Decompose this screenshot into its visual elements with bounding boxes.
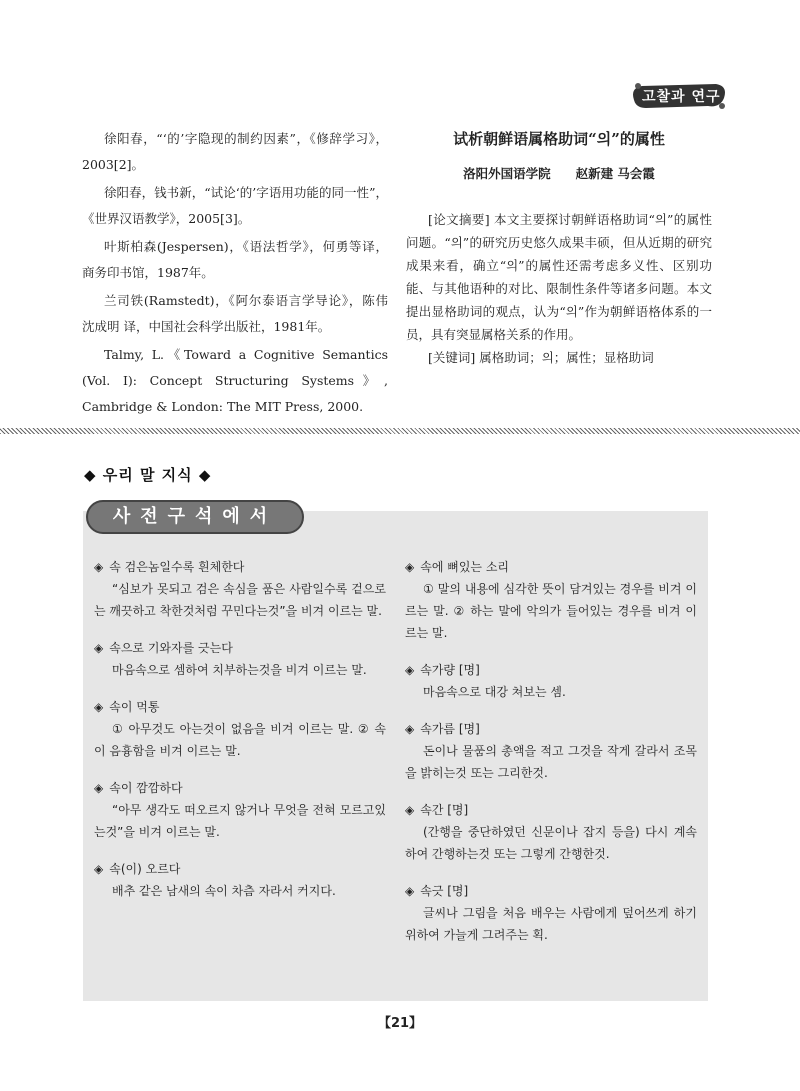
dictionary-entry	[405, 659, 697, 703]
diamond-bullet-icon: ◈	[405, 722, 415, 736]
entry-term: 속간 [명]	[420, 803, 469, 817]
section-divider	[0, 428, 800, 434]
dictionary-entry	[405, 718, 697, 784]
diamond-bullet-icon: ◈	[405, 560, 415, 574]
entry-definition: 글씨나 그림을 처음 배우는 사람에게 덮어쓰게 하기 위하여 가늘게 그려주는 획.	[405, 906, 697, 942]
article-title: 试析朝鲜语属格助词“의”的属性	[453, 130, 665, 148]
article-preview	[406, 126, 712, 369]
entry-term: 속이 깜깜하다	[109, 781, 183, 795]
entry-term: 속긋 [명]	[420, 884, 469, 898]
reference-item: 兰司铁(Ramstedt)，《阿尔泰语言学导论》，陈伟 沈成明 译，中国社会科学出版社，1981年。	[82, 293, 388, 334]
article-authors: 洛阳外国语学院 赵新建 马会霞	[463, 166, 655, 181]
reference-item: Talmy, L.《Toward a Cognitive Semantics (Vol. I): Concept Structuring Systems》, Cambridge & London: The MIT Press, 2000.	[82, 347, 388, 414]
dictionary-entry	[94, 696, 386, 762]
entry-definition: ① 말의 내용에 심각한 뜻이 담겨있는 경우를 비겨 이르는 말. ② 하는 말에 악의가 들어있는 경우를 비겨 이르는 말.	[405, 582, 697, 640]
entries-right-column	[405, 556, 697, 961]
entry-definition: 마음속으로 셈하여 치부하는것을 비겨 이르는 말.	[112, 663, 367, 677]
diamond-bullet-icon: ◈	[405, 663, 415, 677]
dictionary-entry	[405, 799, 697, 865]
diamond-bullet-icon: ◈	[94, 641, 104, 655]
diamond-bullet-icon: ◈	[94, 700, 104, 714]
entry-term: 속 검은놈일수록 흰체한다	[109, 560, 245, 574]
diamond-bullet-icon: ◈	[405, 884, 415, 898]
entries-left-column	[94, 556, 386, 917]
entry-term: 속(이) 오르다	[109, 862, 181, 876]
article-abstract: [论文摘要] 本文主要探讨朝鲜语格助词“의”的属性问题。“의”的研究历史悠久成果丰硕，但从近期的研究成果来看，确立“의”的属性还需考虑多义性、区别功能、与其他语种的对比、限制性条件等诸多问题。本文提出显格助词的观点，认为“의”作为朝鲜语格体系的一员，具有突显属格关系的作用。	[406, 212, 712, 342]
entry-term: 속이 먹통	[109, 700, 160, 714]
diamond-bullet-icon: ◈	[94, 781, 104, 795]
dictionary-entry	[94, 777, 386, 843]
diamond-bullet-icon: ◈	[94, 862, 104, 876]
dictionary-entry	[405, 880, 697, 946]
reference-item: 叶斯柏森(Jespersen)，《语法哲学》，何勇等译，商务印书馆，1987年。	[82, 239, 388, 280]
diamond-bullet-icon: ◈	[405, 803, 415, 817]
entry-term: 속가량 [명]	[420, 663, 480, 677]
dictionary-entry	[94, 637, 386, 681]
entry-definition: 돈이나 물품의 총액을 적고 그것을 작게 갈라서 조목을 밝히는것 또는 그리한것.	[405, 744, 697, 780]
dictionary-entry	[94, 556, 386, 622]
entry-term: 속으로 기와자를 긋는다	[109, 641, 233, 655]
page-number: 【21】	[377, 1016, 423, 1031]
magazine-logo	[628, 78, 730, 112]
entry-definition: 마음속으로 대강 쳐보는 셈.	[423, 685, 566, 699]
article-keywords: [关键词] 属格助词；의；属性；显格助词	[428, 350, 654, 365]
references-list	[82, 126, 388, 422]
dictionary-entry	[94, 858, 386, 902]
reference-item: 徐阳春，钱书新，“试论‘的’字语用功能的同一性”，《世界汉语教学》，2005[3]。	[82, 185, 388, 226]
section-heading: ◆ 우리 말 지식 ◆	[84, 466, 212, 484]
logo-text: 고찰과 연구	[642, 89, 721, 105]
dictionary-entry	[405, 556, 697, 644]
entry-definition: (간행을 중단하였던 신문이나 잡지 등을) 다시 계속하여 간행하는것 또는 그렇게 간행한것.	[405, 825, 697, 861]
entry-term: 속에 뼈있는 소리	[420, 560, 510, 574]
entry-definition: 배추 같은 남새의 속이 차츰 자라서 커지다.	[112, 884, 336, 898]
diamond-bullet-icon: ◈	[94, 560, 104, 574]
entry-definition: “아무 생각도 떠오르지 않거나 무엇을 전혀 모르고있는것”을 비겨 이르는 말.	[94, 803, 386, 839]
reference-item: 徐阳春，“‘的’字隐现的制约因素”，《修辞学习》，2003[2]。	[82, 131, 388, 172]
entry-definition: “심보가 못되고 검은 속심을 품은 사람일수록 겉으로는 깨끗하고 착한것처럼 꾸민다는것”을 비겨 이르는 말.	[94, 582, 386, 618]
entry-definition: ① 아무것도 아는것이 없음을 비겨 이르는 말. ② 속이 음흉함을 비겨 이르는 말.	[94, 722, 386, 758]
section-banner: 사전구석에서	[86, 500, 304, 534]
entry-term: 속가름 [명]	[420, 722, 480, 736]
